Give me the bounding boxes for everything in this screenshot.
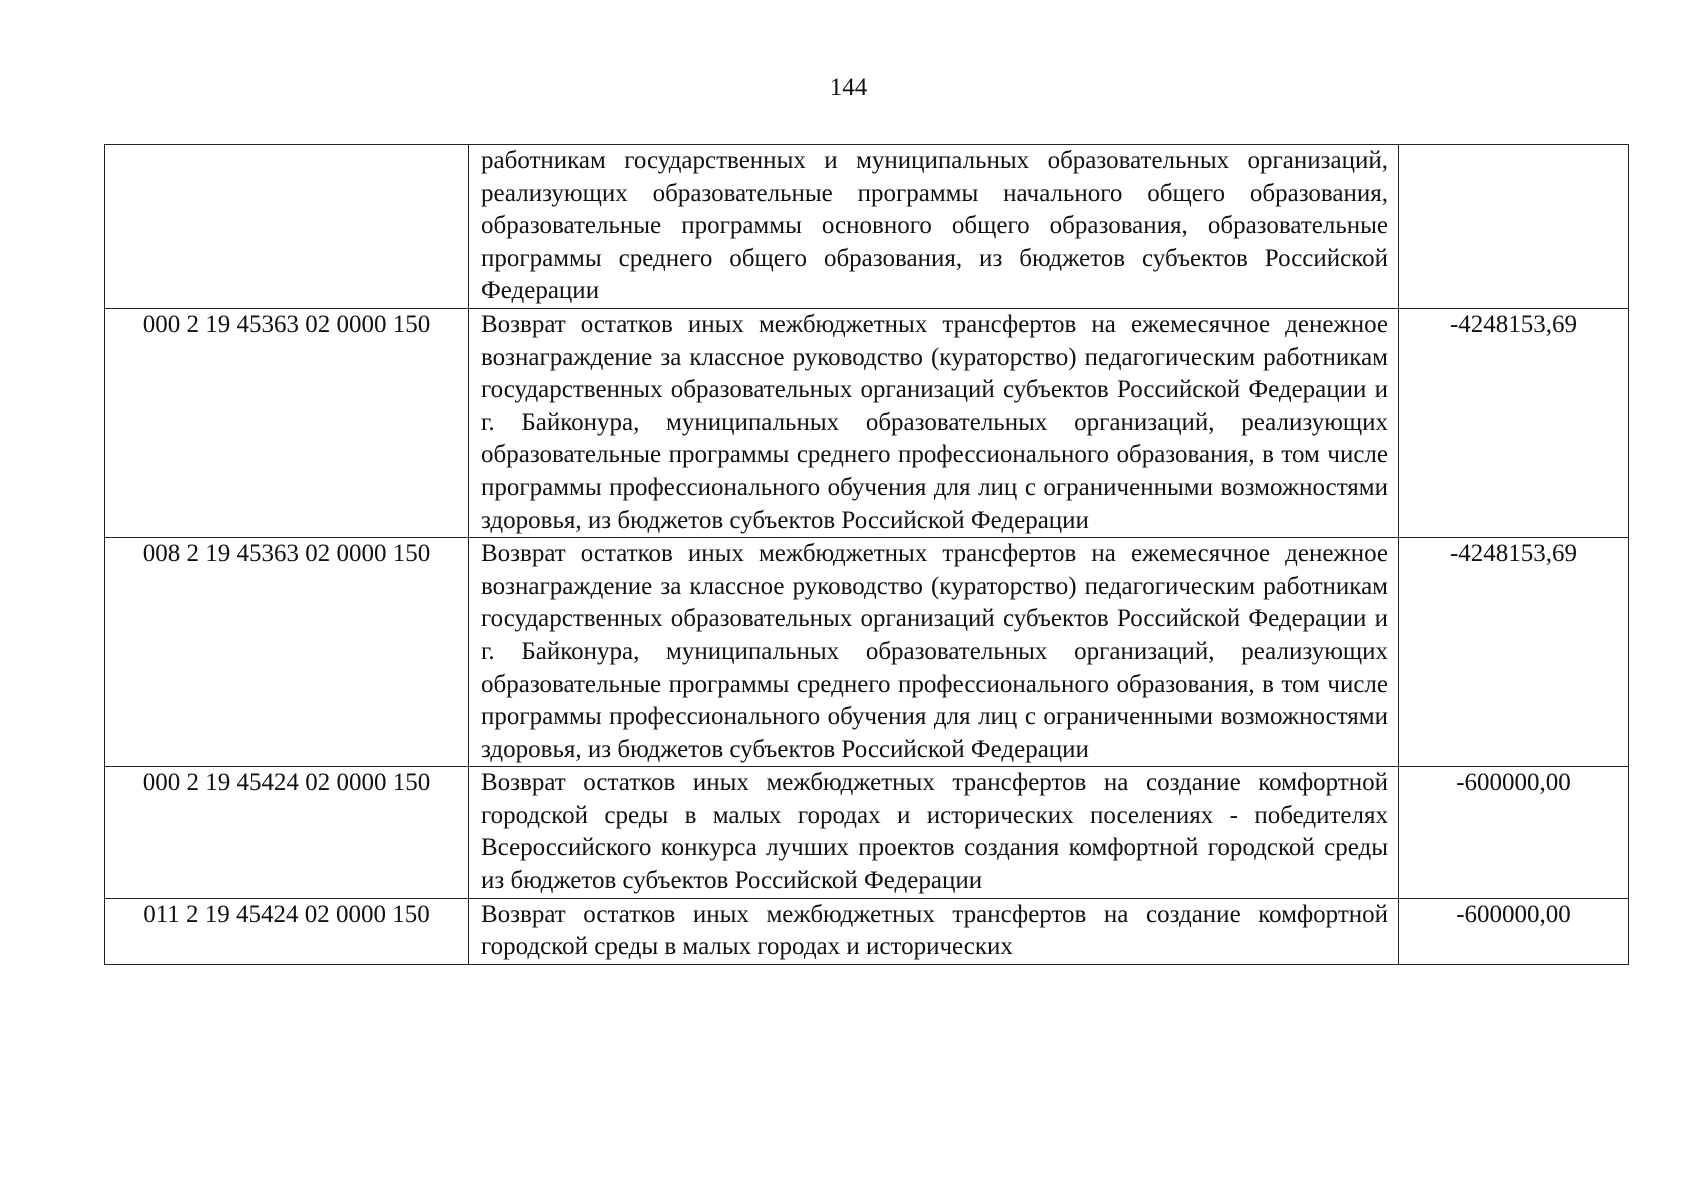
row-description: Возврат остатков иных межбюджетных трансфертов на ежемесячное денежное вознаграждение за классное руководство (кураторство) педагогическим работникам государственных образовательных организаций субъектов Российской Федерации и г. Байконура, муниципальных образовательных организаций, реализующих образовательные программы среднего профессионального образования, в том числе программы профессионального обучения для лиц с ограниченными возможностями здоровья, из бюджетов субъектов Российской Федерации bbox=[469, 538, 1399, 767]
budget-code: 000 2 19 45363 02 0000 150 bbox=[105, 308, 469, 537]
row-description: работникам государственных и муниципальных образовательных организаций, реализующих образовательные программы начального общего образования, образовательные программы основного общего образования, образовательные программы среднего общего образования, из бюджетов субъектов Российской Федерации bbox=[469, 145, 1399, 309]
row-description-text: Возврат остатков иных межбюджетных трансфертов на создание комфортной городской среды в малых городах и исторических bbox=[481, 900, 1388, 961]
row-description: Возврат остатков иных межбюджетных трансфертов на ежемесячное денежное вознаграждение за классное руководство (кураторство) педагогическим работникам государственных образовательных организаций субъектов Российской Федерации и г. Байконура, муниципальных образовательных организаций, реализующих образовательные программы среднего профессионального образования, в том числе программы профессионального обучения для лиц с ограниченными возможностями здоровья, из бюджетов субъектов Российской Федерации bbox=[469, 308, 1399, 537]
budget-code bbox=[105, 145, 469, 309]
budget-table bbox=[104, 144, 1629, 965]
table-row bbox=[105, 145, 1629, 309]
row-description: Возврат остатков иных межбюджетных трансфертов на создание комфортной городской среды в малых городах и исторических поселениях - победителях Всероссийского конкурса лучших проектов создания комфортной городской среды из бюджетов субъектов Российской Федерации bbox=[469, 767, 1399, 898]
table-row bbox=[105, 898, 1629, 964]
row-amount bbox=[1399, 145, 1629, 309]
budget-code: 008 2 19 45363 02 0000 150 bbox=[105, 538, 469, 767]
row-amount: -4248153,69 bbox=[1399, 538, 1629, 767]
budget-code: 011 2 19 45424 02 0000 150 bbox=[105, 898, 469, 964]
page-number: 144 bbox=[829, 74, 868, 101]
row-amount: -4248153,69 bbox=[1399, 308, 1629, 537]
table-row bbox=[105, 538, 1629, 767]
row-amount: -600000,00 bbox=[1399, 767, 1629, 898]
budget-code: 000 2 19 45424 02 0000 150 bbox=[105, 767, 469, 898]
table-row bbox=[105, 767, 1629, 898]
row-description bbox=[469, 898, 1399, 964]
row-amount: -600000,00 bbox=[1399, 898, 1629, 964]
table-row bbox=[105, 308, 1629, 537]
